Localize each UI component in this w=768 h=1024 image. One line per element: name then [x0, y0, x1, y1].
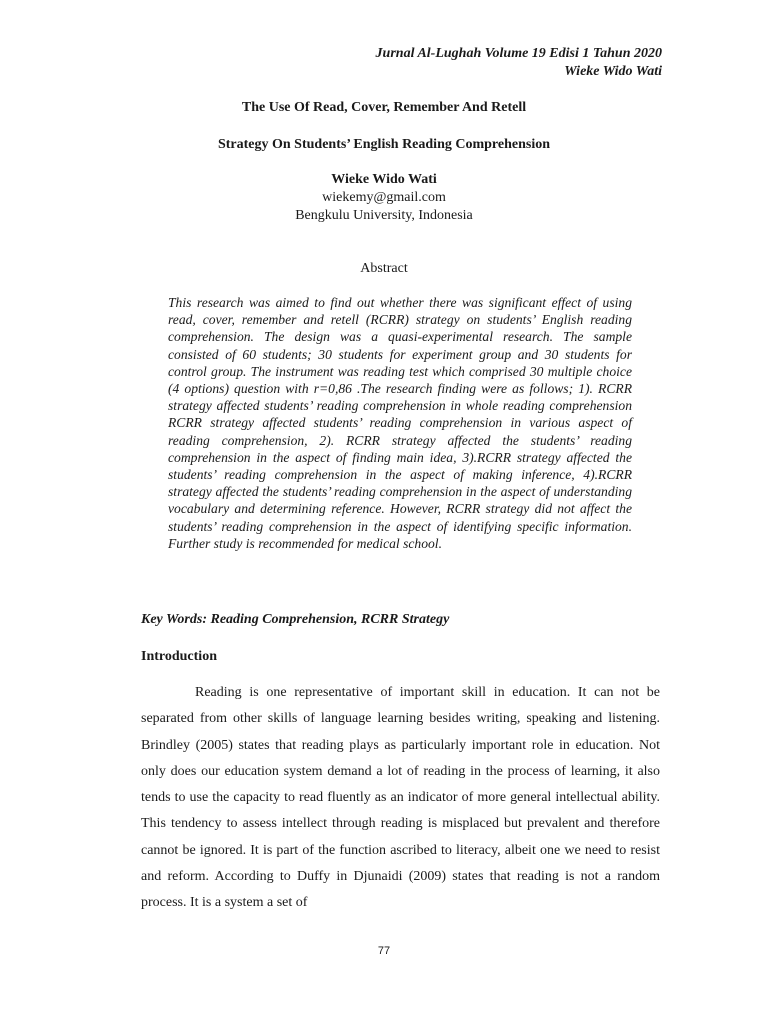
author-block [0, 171, 768, 225]
running-head-author: Wieke Wido Wati [564, 64, 662, 79]
running-head-journal: Jurnal Al-Lughah Volume 19 Edisi 1 Tahun 2020 [375, 46, 662, 61]
paper-title-line-2: Strategy On Students’ English Reading Comprehension [217, 137, 551, 152]
page-number: 77 [377, 945, 391, 957]
paper-title-line-1: The Use Of Read, Cover, Remember And Retell [241, 100, 527, 115]
keywords: Key Words: Reading Comprehension, RCRR Strategy [141, 612, 450, 627]
author-affiliation: Bengkulu University, Indonesia [295, 208, 473, 223]
abstract-body: This research was aimed to find out whether there was significant effect of using read, cover, remember and retell (RCRR) strategy on students’ English reading comprehension. The design was a quasi-experimental research. The sample consisted of 60 students; 30 students for experiment group and 30 students for control group. The instrument was reading test which comprised 30 multiple choice (4 options) question with r=0,86 .The research finding were as follows; 1). RCRR strategy affected students’ reading comprehension in whole reading comprehension RCRR strategy affected students’ reading comprehension in various aspect of reading comprehension, 2). RCRR strategy affected the students’ reading comprehension in the aspect of finding main idea, 3).RCRR strategy affected the students’ reading comprehension in the aspect of making inference, 4).RCRR strategy affected the students’ reading comprehension in the aspect of understanding vocabulary and determining reference. However, RCRR strategy did not affect the students’ reading comprehension in the aspect of identifying specific information. Further study is recommended for medical school. [168, 295, 632, 551]
author-name: Wieke Wido Wati [331, 172, 437, 187]
running-head [376, 45, 662, 81]
introduction-paragraph: Reading is one representative of important skill in education. It can not be separated from other skills of language learning besides writing, speaking and listening. Brindley (2005) states that reading plays as particularly important role in education. Not only does our education system demand a lot of reading in the process of learning, it also tends to use the capacity to read fluently as an indicator of more general intellectual ability. This tendency to assess intellect through reading is misplaced but prevalent and therefore cannot be ignored. It is part of the function ascribed to literacy, albeit one we need to resist and reform. According to Duffy in Djunaidi (2009) states that reading is not a random process. It is a system a set of [141, 685, 660, 911]
author-email: wiekemy@gmail.com [322, 190, 446, 205]
abstract-heading: Abstract [360, 261, 408, 276]
introduction-heading: Introduction [141, 649, 217, 664]
